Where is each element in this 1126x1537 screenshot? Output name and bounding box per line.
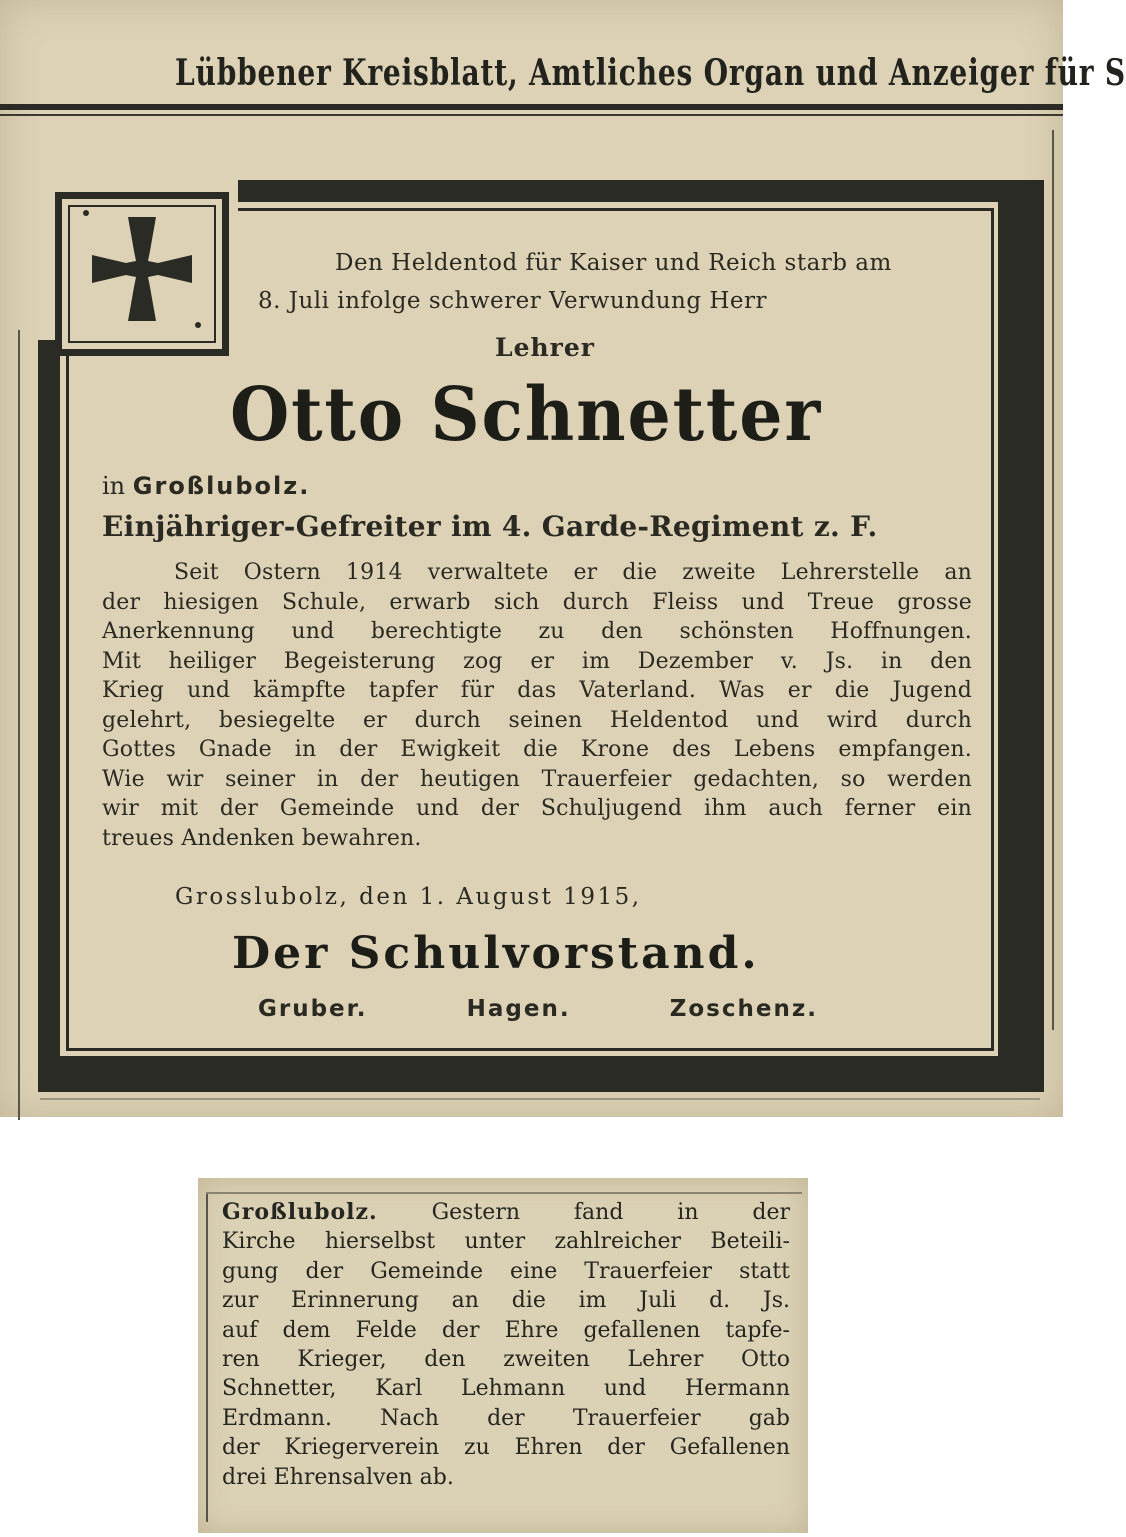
- news-line-text: Gestern fand in der: [431, 1200, 790, 1225]
- frame-bar-bottom: [38, 1056, 1044, 1092]
- obituary-lead-line-2: 8. Juli infolge schwerer Verwundung Herr: [258, 288, 768, 314]
- news-clipping-text: [222, 1198, 790, 1492]
- body-line: wir mit der Gemeinde und der Schuljugend ihm auch ferner ein: [102, 796, 972, 821]
- obituary-title: Lehrer: [495, 333, 595, 362]
- news-line: der Kriegerverein zu Ehren der Gefallenen: [222, 1435, 790, 1461]
- deceased-name: Otto Schnetter: [230, 372, 823, 458]
- signer-name: Gruber.: [258, 996, 368, 1022]
- adjacent-column-right: [1052, 130, 1065, 1030]
- body-line: gelehrt, besiegelte er durch seinen Heldentod und wird durch: [102, 707, 972, 733]
- body-line: Anerkennung und berechtigte zu den schönsten Hoffnungen.: [102, 619, 972, 644]
- news-lead-place: Großlubolz.: [222, 1199, 378, 1225]
- frame-inner-line-top: [238, 208, 994, 211]
- obituary-lead-line-1: Den Heldentod für Kaiser und Reich starb am: [335, 250, 892, 276]
- news-line: zur Erinnerung an die im Juli d. Js.: [222, 1288, 790, 1314]
- frame-bar-top: [238, 180, 1044, 202]
- body-line: Gottes Gnade in der Ewigkeit die Krone des Lebens empfangen.: [102, 737, 972, 762]
- clipping-column-rule: [206, 1192, 208, 1522]
- body-line: Seit Ostern 1914 verwaltete er die zweite Lehrerstelle an: [174, 560, 972, 585]
- frame-inner-line-left: [66, 340, 69, 1050]
- signer-name: Zoschenz.: [669, 996, 818, 1022]
- masthead-rule-thick: [0, 104, 1063, 110]
- frame-bar-left: [38, 340, 60, 1092]
- signature-organization: Der Schulvorstand.: [232, 928, 760, 979]
- obituary-body: [102, 558, 972, 853]
- residence-line: [102, 472, 310, 500]
- body-line: Krieg und kämpfte tapfer für das Vaterland. Was er die Jugend: [102, 678, 972, 703]
- date-line: Grosslubolz, den 1. August 1915,: [175, 884, 642, 910]
- body-line: treues Andenken bewahren.: [102, 825, 422, 851]
- body-line: Mit heiliger Begeisterung zog er im Dezember v. Js. in den: [102, 648, 972, 674]
- body-line: der hiesigen Schule, erwarb sich durch Fleiss und Treue grosse: [102, 589, 972, 615]
- body-line: Wie wir seiner in der heutigen Trauerfeier gedachten, so werden: [102, 766, 972, 792]
- iron-cross-icon: [82, 209, 202, 329]
- adjacent-column-left: [0, 330, 20, 1120]
- news-line: gung der Gemeinde eine Trauerfeier statt: [222, 1258, 790, 1284]
- column-rule-bottom: [40, 1098, 1040, 1100]
- frame-bar-right: [998, 180, 1044, 1092]
- news-line: [222, 1198, 790, 1227]
- residence-prefix: in: [102, 472, 126, 500]
- news-line: Kirche hierselbst unter zahlreicher Beteili-: [222, 1229, 790, 1255]
- news-line: Erdmann. Nach der Trauerfeier gab: [222, 1405, 790, 1431]
- signer-name: Hagen.: [466, 996, 571, 1022]
- frame-inner-line-bottom: [66, 1048, 994, 1051]
- news-line: auf dem Felde der Ehre gefallenen tapfe-: [222, 1317, 790, 1343]
- military-rank: Einjähriger-Gefreiter im 4. Garde-Regiment z. F.: [102, 510, 878, 543]
- news-clipping: [198, 1178, 808, 1533]
- masthead-rule-thin: [0, 114, 1063, 116]
- clipping-top-rule: [206, 1192, 802, 1194]
- residence-place: Großlubolz.: [132, 472, 311, 500]
- news-line: drei Ehrensalven ab.: [222, 1464, 454, 1490]
- newspaper-masthead: Lübbener Kreisblatt, Amtliches Organ und Anzeiger für S: [175, 52, 1126, 94]
- iron-cross-box: [55, 192, 229, 356]
- news-line: Schnetter, Karl Lehmann und Hermann: [222, 1376, 790, 1402]
- news-line: ren Krieger, den zweiten Lehrer Otto: [222, 1347, 790, 1373]
- frame-inner-line-right: [991, 208, 994, 1051]
- signers-list: [258, 996, 818, 1022]
